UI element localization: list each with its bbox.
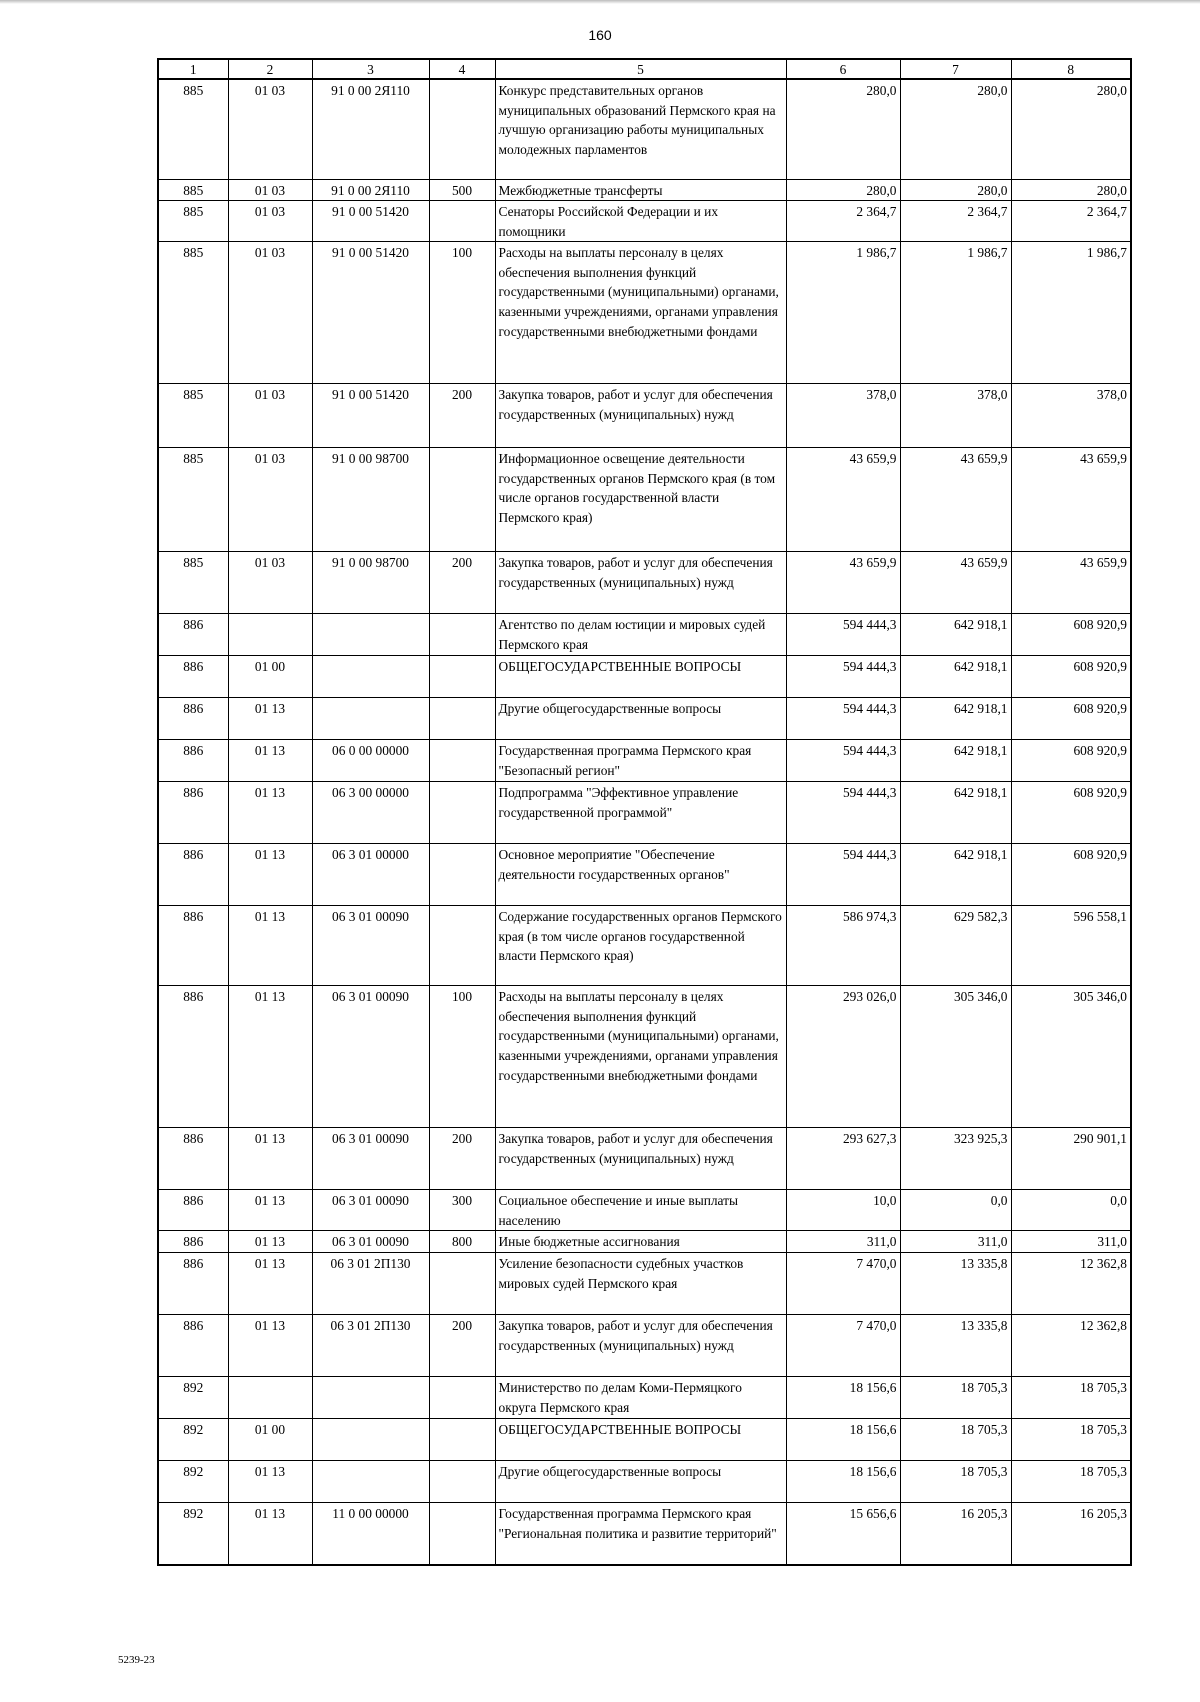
table-row [158,1461,1131,1503]
table-row [158,1503,1131,1565]
table-row [158,844,1131,906]
cell-amount-6: 594 444,3 [786,844,900,906]
cell-expense-type [429,1419,495,1461]
cell-description: Содержание государственных органов Пермского края (в том числе органов государственной власти Пермского края) [495,906,786,986]
cell-chapter: 886 [158,1315,228,1377]
cell-section: 01 13 [228,1231,312,1253]
cell-section: 01 03 [228,448,312,552]
cell-description: Иные бюджетные ассигнования [495,1231,786,1253]
cell-amount-7: 280,0 [900,79,1011,179]
header-col-1: 1 [158,59,228,79]
cell-description: Социальное обеспечение и иные выплаты населению [495,1190,786,1231]
cell-amount-6: 594 444,3 [786,782,900,844]
cell-amount-8: 12 362,8 [1011,1253,1131,1315]
cell-section [228,614,312,656]
cell-chapter: 885 [158,242,228,384]
cell-section: 01 13 [228,1461,312,1503]
cell-description: Закупка товаров, работ и услуг для обеспечения государственных (муниципальных) нужд [495,384,786,448]
cell-amount-7: 280,0 [900,179,1011,201]
cell-amount-6: 280,0 [786,79,900,179]
cell-chapter: 885 [158,79,228,179]
cell-chapter: 885 [158,448,228,552]
table-row [158,698,1131,740]
cell-chapter: 886 [158,844,228,906]
cell-description: Подпрограмма "Эффективное управление государственной программой" [495,782,786,844]
cell-amount-6: 594 444,3 [786,614,900,656]
cell-amount-6: 1 986,7 [786,242,900,384]
table-row [158,1419,1131,1461]
cell-amount-8: 280,0 [1011,179,1131,201]
table-row [158,1190,1131,1231]
cell-description: Информационное освещение деятельности государственных органов Пермского края (в том числе органов государственной власти Пермского края) [495,448,786,552]
table-row [158,614,1131,656]
cell-amount-7: 642 918,1 [900,698,1011,740]
cell-chapter: 892 [158,1461,228,1503]
table-header-row [158,59,1131,79]
cell-target-article [312,656,429,698]
cell-expense-type: 200 [429,384,495,448]
cell-amount-6: 43 659,9 [786,448,900,552]
table-row [158,1315,1131,1377]
cell-amount-6: 378,0 [786,384,900,448]
cell-amount-6: 594 444,3 [786,698,900,740]
cell-section: 01 13 [228,1503,312,1565]
cell-amount-8: 305 346,0 [1011,986,1131,1128]
cell-amount-8: 608 920,9 [1011,844,1131,906]
cell-description: Закупка товаров, работ и услуг для обеспечения государственных (муниципальных) нужд [495,1128,786,1190]
cell-amount-8: 608 920,9 [1011,614,1131,656]
cell-expense-type [429,448,495,552]
header-col-5: 5 [495,59,786,79]
cell-amount-8: 18 705,3 [1011,1419,1131,1461]
cell-amount-8: 280,0 [1011,79,1131,179]
cell-target-article: 91 0 00 2Я110 [312,79,429,179]
header-col-2: 2 [228,59,312,79]
cell-expense-type: 200 [429,1128,495,1190]
cell-chapter: 886 [158,986,228,1128]
cell-amount-8: 18 705,3 [1011,1377,1131,1419]
table-row [158,179,1131,201]
cell-amount-6: 18 156,6 [786,1419,900,1461]
table-row [158,1231,1131,1253]
cell-section: 01 03 [228,384,312,448]
cell-section: 01 00 [228,1419,312,1461]
cell-chapter: 885 [158,201,228,242]
cell-section: 01 13 [228,1315,312,1377]
cell-target-article: 06 3 01 00090 [312,1128,429,1190]
cell-amount-7: 0,0 [900,1190,1011,1231]
footer-code: 5239-23 [118,1654,155,1666]
cell-expense-type: 200 [429,552,495,614]
cell-amount-7: 18 705,3 [900,1461,1011,1503]
budget-table [157,58,1132,1566]
cell-target-article: 06 3 01 00090 [312,1231,429,1253]
cell-expense-type: 300 [429,1190,495,1231]
cell-section: 01 13 [228,1253,312,1315]
table-row [158,448,1131,552]
cell-amount-7: 642 918,1 [900,614,1011,656]
cell-description: Закупка товаров, работ и услуг для обеспечения государственных (муниципальных) нужд [495,552,786,614]
cell-chapter: 886 [158,740,228,782]
cell-amount-6: 594 444,3 [786,656,900,698]
cell-chapter: 886 [158,698,228,740]
cell-description: Основное мероприятие "Обеспечение деятельности государственных органов" [495,844,786,906]
cell-description: Агентство по делам юстиции и мировых судей Пермского края [495,614,786,656]
cell-amount-8: 608 920,9 [1011,740,1131,782]
cell-expense-type [429,201,495,242]
cell-section: 01 13 [228,1128,312,1190]
cell-section: 01 03 [228,552,312,614]
cell-target-article: 06 3 01 00090 [312,906,429,986]
cell-section: 01 13 [228,986,312,1128]
cell-expense-type [429,740,495,782]
cell-description: Расходы на выплаты персоналу в целях обеспечения выполнения функций государственными (муниципальными) органами, казенными учреждениями, органами управления государственными внебюджетными фондами [495,242,786,384]
table-row [158,740,1131,782]
cell-amount-8: 608 920,9 [1011,782,1131,844]
cell-amount-7: 642 918,1 [900,656,1011,698]
cell-section: 01 00 [228,656,312,698]
header-col-4: 4 [429,59,495,79]
cell-amount-7: 43 659,9 [900,552,1011,614]
cell-expense-type [429,844,495,906]
cell-amount-6: 7 470,0 [786,1253,900,1315]
cell-expense-type: 100 [429,986,495,1128]
cell-section [228,1377,312,1419]
cell-amount-8: 0,0 [1011,1190,1131,1231]
cell-chapter: 892 [158,1419,228,1461]
cell-target-article [312,1377,429,1419]
cell-section: 01 13 [228,844,312,906]
cell-amount-7: 1 986,7 [900,242,1011,384]
cell-target-article: 91 0 00 51420 [312,242,429,384]
cell-expense-type [429,906,495,986]
page-number: 160 [588,27,612,43]
cell-target-article: 06 0 00 00000 [312,740,429,782]
cell-target-article: 91 0 00 98700 [312,448,429,552]
cell-description: ОБЩЕГОСУДАРСТВЕННЫЕ ВОПРОСЫ [495,656,786,698]
cell-amount-6: 594 444,3 [786,740,900,782]
cell-expense-type: 500 [429,179,495,201]
cell-section: 01 13 [228,782,312,844]
cell-amount-6: 586 974,3 [786,906,900,986]
cell-amount-7: 13 335,8 [900,1315,1011,1377]
cell-chapter: 886 [158,782,228,844]
cell-chapter: 892 [158,1377,228,1419]
cell-target-article [312,698,429,740]
cell-description: Министерство по делам Коми-Пермяцкого округа Пермского края [495,1377,786,1419]
cell-expense-type [429,1503,495,1565]
cell-target-article [312,1461,429,1503]
cell-chapter: 886 [158,1128,228,1190]
cell-expense-type [429,656,495,698]
cell-expense-type: 200 [429,1315,495,1377]
table-row [158,782,1131,844]
cell-chapter: 886 [158,614,228,656]
cell-amount-8: 290 901,1 [1011,1128,1131,1190]
cell-target-article: 91 0 00 51420 [312,384,429,448]
cell-amount-7: 642 918,1 [900,740,1011,782]
cell-expense-type [429,782,495,844]
cell-amount-7: 311,0 [900,1231,1011,1253]
cell-target-article: 11 0 00 00000 [312,1503,429,1565]
scan-top-edge [0,0,1200,4]
cell-target-article: 91 0 00 98700 [312,552,429,614]
cell-amount-7: 323 925,3 [900,1128,1011,1190]
cell-amount-7: 18 705,3 [900,1377,1011,1419]
header-col-3: 3 [312,59,429,79]
cell-chapter: 886 [158,1231,228,1253]
cell-expense-type [429,79,495,179]
cell-target-article: 06 3 01 2П130 [312,1315,429,1377]
cell-chapter: 886 [158,1190,228,1231]
cell-amount-6: 43 659,9 [786,552,900,614]
cell-expense-type: 800 [429,1231,495,1253]
cell-description: Расходы на выплаты персоналу в целях обеспечения выполнения функций государственными (муниципальными) органами, казенными учреждениями, органами управления государственными внебюджетными фондами [495,986,786,1128]
cell-description: Межбюджетные трансферты [495,179,786,201]
cell-expense-type [429,1377,495,1419]
cell-description: ОБЩЕГОСУДАРСТВЕННЫЕ ВОПРОСЫ [495,1419,786,1461]
cell-chapter: 886 [158,656,228,698]
table-row [158,79,1131,179]
cell-amount-6: 311,0 [786,1231,900,1253]
table-row [158,986,1131,1128]
table-row [158,906,1131,986]
cell-amount-8: 16 205,3 [1011,1503,1131,1565]
header-col-7: 7 [900,59,1011,79]
cell-description: Государственная программа Пермского края "Безопасный регион" [495,740,786,782]
cell-amount-7: 2 364,7 [900,201,1011,242]
cell-target-article: 06 3 01 2П130 [312,1253,429,1315]
cell-amount-6: 2 364,7 [786,201,900,242]
cell-amount-6: 18 156,6 [786,1377,900,1419]
cell-amount-8: 311,0 [1011,1231,1131,1253]
cell-amount-6: 280,0 [786,179,900,201]
cell-chapter: 886 [158,1253,228,1315]
cell-target-article: 06 3 01 00000 [312,844,429,906]
cell-expense-type [429,1253,495,1315]
cell-amount-8: 12 362,8 [1011,1315,1131,1377]
cell-amount-8: 608 920,9 [1011,698,1131,740]
cell-expense-type: 100 [429,242,495,384]
cell-target-article [312,1419,429,1461]
cell-description: Другие общегосударственные вопросы [495,1461,786,1503]
cell-amount-8: 378,0 [1011,384,1131,448]
cell-target-article [312,614,429,656]
header-col-6: 6 [786,59,900,79]
cell-description: Закупка товаров, работ и услуг для обеспечения государственных (муниципальных) нужд [495,1315,786,1377]
cell-expense-type [429,614,495,656]
cell-description: Сенаторы Российской Федерации и их помощники [495,201,786,242]
cell-amount-8: 43 659,9 [1011,552,1131,614]
cell-description: Конкурс представительных органов муниципальных образований Пермского края на лучшую организацию работы муниципальных молодежных парламентов [495,79,786,179]
table-row [158,384,1131,448]
table-row [158,552,1131,614]
table-row [158,656,1131,698]
cell-amount-8: 608 920,9 [1011,656,1131,698]
cell-amount-6: 18 156,6 [786,1461,900,1503]
cell-amount-6: 293 627,3 [786,1128,900,1190]
cell-section: 01 03 [228,242,312,384]
cell-amount-6: 15 656,6 [786,1503,900,1565]
cell-amount-7: 43 659,9 [900,448,1011,552]
cell-expense-type [429,1461,495,1503]
cell-section: 01 13 [228,698,312,740]
cell-amount-8: 18 705,3 [1011,1461,1131,1503]
cell-amount-7: 16 205,3 [900,1503,1011,1565]
cell-chapter: 892 [158,1503,228,1565]
cell-section: 01 03 [228,79,312,179]
table-row [158,1253,1131,1315]
cell-section: 01 13 [228,740,312,782]
cell-target-article: 06 3 01 00090 [312,986,429,1128]
cell-target-article: 06 3 00 00000 [312,782,429,844]
cell-amount-8: 1 986,7 [1011,242,1131,384]
cell-chapter: 886 [158,906,228,986]
cell-chapter: 885 [158,179,228,201]
table-row [158,1377,1131,1419]
cell-amount-8: 2 364,7 [1011,201,1131,242]
cell-section: 01 13 [228,906,312,986]
cell-chapter: 885 [158,384,228,448]
cell-amount-8: 43 659,9 [1011,448,1131,552]
cell-section: 01 03 [228,179,312,201]
cell-target-article: 91 0 00 2Я110 [312,179,429,201]
cell-amount-6: 10,0 [786,1190,900,1231]
cell-section: 01 13 [228,1190,312,1231]
table-row [158,1128,1131,1190]
cell-amount-7: 13 335,8 [900,1253,1011,1315]
cell-target-article: 91 0 00 51420 [312,201,429,242]
cell-amount-6: 293 026,0 [786,986,900,1128]
cell-amount-7: 18 705,3 [900,1419,1011,1461]
cell-description: Усиление безопасности судебных участков мировых судей Пермского края [495,1253,786,1315]
cell-amount-7: 378,0 [900,384,1011,448]
cell-description: Государственная программа Пермского края "Региональная политика и развитие территорий" [495,1503,786,1565]
cell-description: Другие общегосударственные вопросы [495,698,786,740]
table-row [158,242,1131,384]
table-row [158,201,1131,242]
cell-chapter: 885 [158,552,228,614]
cell-target-article: 06 3 01 00090 [312,1190,429,1231]
cell-amount-7: 629 582,3 [900,906,1011,986]
cell-amount-7: 642 918,1 [900,782,1011,844]
cell-amount-7: 642 918,1 [900,844,1011,906]
cell-amount-7: 305 346,0 [900,986,1011,1128]
cell-section: 01 03 [228,201,312,242]
cell-expense-type [429,698,495,740]
cell-amount-6: 7 470,0 [786,1315,900,1377]
cell-amount-8: 596 558,1 [1011,906,1131,986]
header-col-8: 8 [1011,59,1131,79]
